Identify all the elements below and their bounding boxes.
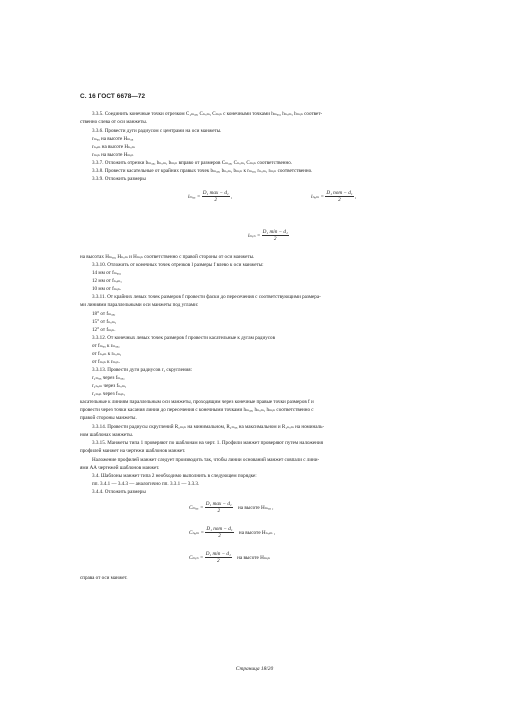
fraction: $\frac{\text{D₁ max − d₁}}{2}$ [202,190,229,203]
text-line: 3.3.9. Отложить размеры [92,176,146,182]
fraction: $\frac{\text{D₁ min − d₁}}{2}$ [205,551,231,564]
text-line: 3.3.13. Провести дуги радиусов r₁ скругления: [92,367,193,373]
text-line: rₘₐₓ на высоте Hₘₐₓ [92,136,134,142]
text-line: 3.3.8. Провести касательные от крайних правых точек bₘₐₓ, bₙₒₘ, bₘᵢₙ к rₘₐₓ, rₙₒₘ, rₘᵢₙ соответственно. [92,168,313,174]
text-line: 3.3.5. Соединить конечные точки отрезком C₁ₘₐₓ, Cₙₒₘ, Cₘᵢₙ с конечными точками hₘₐₓ, hₙₒₘ, hₘᵢₙ соответ- [92,111,323,117]
text-line: справа от оси манжет. [80,575,128,581]
text-line: от fₘₐₓ к rₘₐₓ, [92,343,120,349]
text-line: 3.3.11. От крайних левых точек размеров f провести фаски до пересечения с соответствующими размера- [92,294,321,300]
fraction: $\frac{\text{D₁ nom − d₁}}{2}$ [326,190,353,203]
text-line: r₁ₙₒₘ через fₙₒₘ, [92,383,127,389]
formula-lhs: lₘₐₓ [188,193,196,200]
text-line: правой стороны манжеты. [80,415,137,421]
text-line: 3.4.4. Отложить размеры [92,489,146,495]
text-line: пп. 3.4.1 — 3.4.3 — аналогично пп. 3.3.1 — 3.3.3. [92,481,200,487]
page-header: С. 16 ГОСТ 6678—72 [80,93,146,100]
text-line: ми линиями параллельными оси манжеты под углами: [80,302,199,308]
formula-c-max: Cₘₐₓ = $\frac{\text{D₁ max − d₁}}{2}$ на высоте Hₘₐₓ , [189,501,274,514]
text-line: rₘᵢₙ на высоте Hₘᵢₙ [92,152,134,158]
text-line: 3.3.6. Провести дуги радиусом с центрами на оси манжеты. [92,128,222,134]
fraction: $\frac{\text{D₁ min − d₁}}{2}$ [262,229,288,242]
text-line: 3.3.7. Отложить отрезки bₘₐₓ, bₙₒₘ, bₘᵢₙ вправо от размеров Cₘₐₓ, Cₙₒₘ, Cₘᵢₙ соответственно. [92,160,293,166]
formula-lhs: lₘᵢₙ [248,232,256,239]
text-line: r₁ₘᵢₙ через fₘᵢₙ, [92,391,126,397]
text-line: 3.3.12. От конечных левых точек размеров f провести касательные к дугам радиусов [92,335,276,341]
text-line: Наложение профилей манжет следует производить так, чтобы линии оснований манжет совпали с лини- [92,457,320,463]
text-line: касательные к линиям параллельным оси манжеты, проходящим через конечные правые точки размеров f и [80,399,314,405]
text-line: на высотах Hₘₐₓ, Hₙₒₘ и Hₘᵢₙ соответственно с правой стороны от оси манжеты. [80,254,255,260]
formula-lhs: lₙₒₘ [311,193,320,200]
text-line: 15° от fₙₒₘ, [92,319,117,325]
text-line: 3.4. Шаблоны манжет типа 2 необходимо выполнить в следующем порядке: [92,473,257,479]
formula-l-max: lₘₐₓ = $\frac{\text{D₁ max − d₁}}{2}$ , [188,190,233,203]
text-line: от fₙₒₘ к rₙₒₘ, [92,351,122,357]
text-line: от fₘᵢₙ к rₘᵢₙ. [92,359,120,365]
fraction: $\frac{\text{D₁ nom − d₁}}{2}$ [206,526,233,539]
text-line: ями АА чертежей шаблонов манжет. [80,465,160,471]
formula-c-min: Cₘᵢₙ = $\frac{\text{D₁ min − d₁}}{2}$ на высоте Hₘᵢₙ [189,551,271,564]
text-line: ном шаблонах манжеты. [80,432,134,438]
text-line: 12° от fₘᵢₙ. [92,327,116,333]
text-line: rₙₒₘ на высоте Hₙₒₘ [92,144,135,150]
formula-c-nom: Cₙₒₘ = $\frac{\text{D₁ nom − d₁}}{2}$ на высоте Hₙₒₘ , [189,526,276,539]
fraction: $\frac{\text{D₁ max − d₁}}{2}$ [205,501,232,514]
text-line: 10 мм от fₘᵢₙ. [92,286,122,292]
formula-l-nom: lₙₒₘ = $\frac{\text{D₁ nom − d₁}}{2}$ , [311,190,357,203]
text-line: 3.3.10. Отложить от конечных точек отрезков l размеры f влево к оси манжеты: [92,262,264,268]
text-line: 3.3.15. Манжеты типа 1 проверяют по шаблонам на черт. 1. Профили манжет проверяют путем наложения [92,440,323,446]
text-line: r₁ₘₐₓ через fₘₐₓ, [92,375,125,381]
text-line: профилей манжет на чертежи шаблонов манжет. [80,448,186,454]
text-line: 3.3.14. Провести радиусы скруглений R₁ₘᵢₙ на минимальном, R₁ₘₐₓ на максимальном и R₁ₙₒₘ на номиналь- [92,424,325,430]
formula-l-min: lₘᵢₙ = $\frac{\text{D₁ min − d₁}}{2}$ [248,229,288,242]
text-line: ственно слева от оси манжеты. [80,119,148,125]
page-footer: Страница 18/20 [235,666,274,672]
text-line: 18° от fₘₐₓ, [92,311,116,317]
text-line: 14 мм от fₘₐₓ, [92,270,122,276]
text-line: 12 мм от fₙₒₘ, [92,278,122,284]
text-line: провести через точки касания линии до пересечения с конечными точками hₘₐₓ, hₙₒₘ, hₘᵢₙ соответственно с [80,407,314,413]
